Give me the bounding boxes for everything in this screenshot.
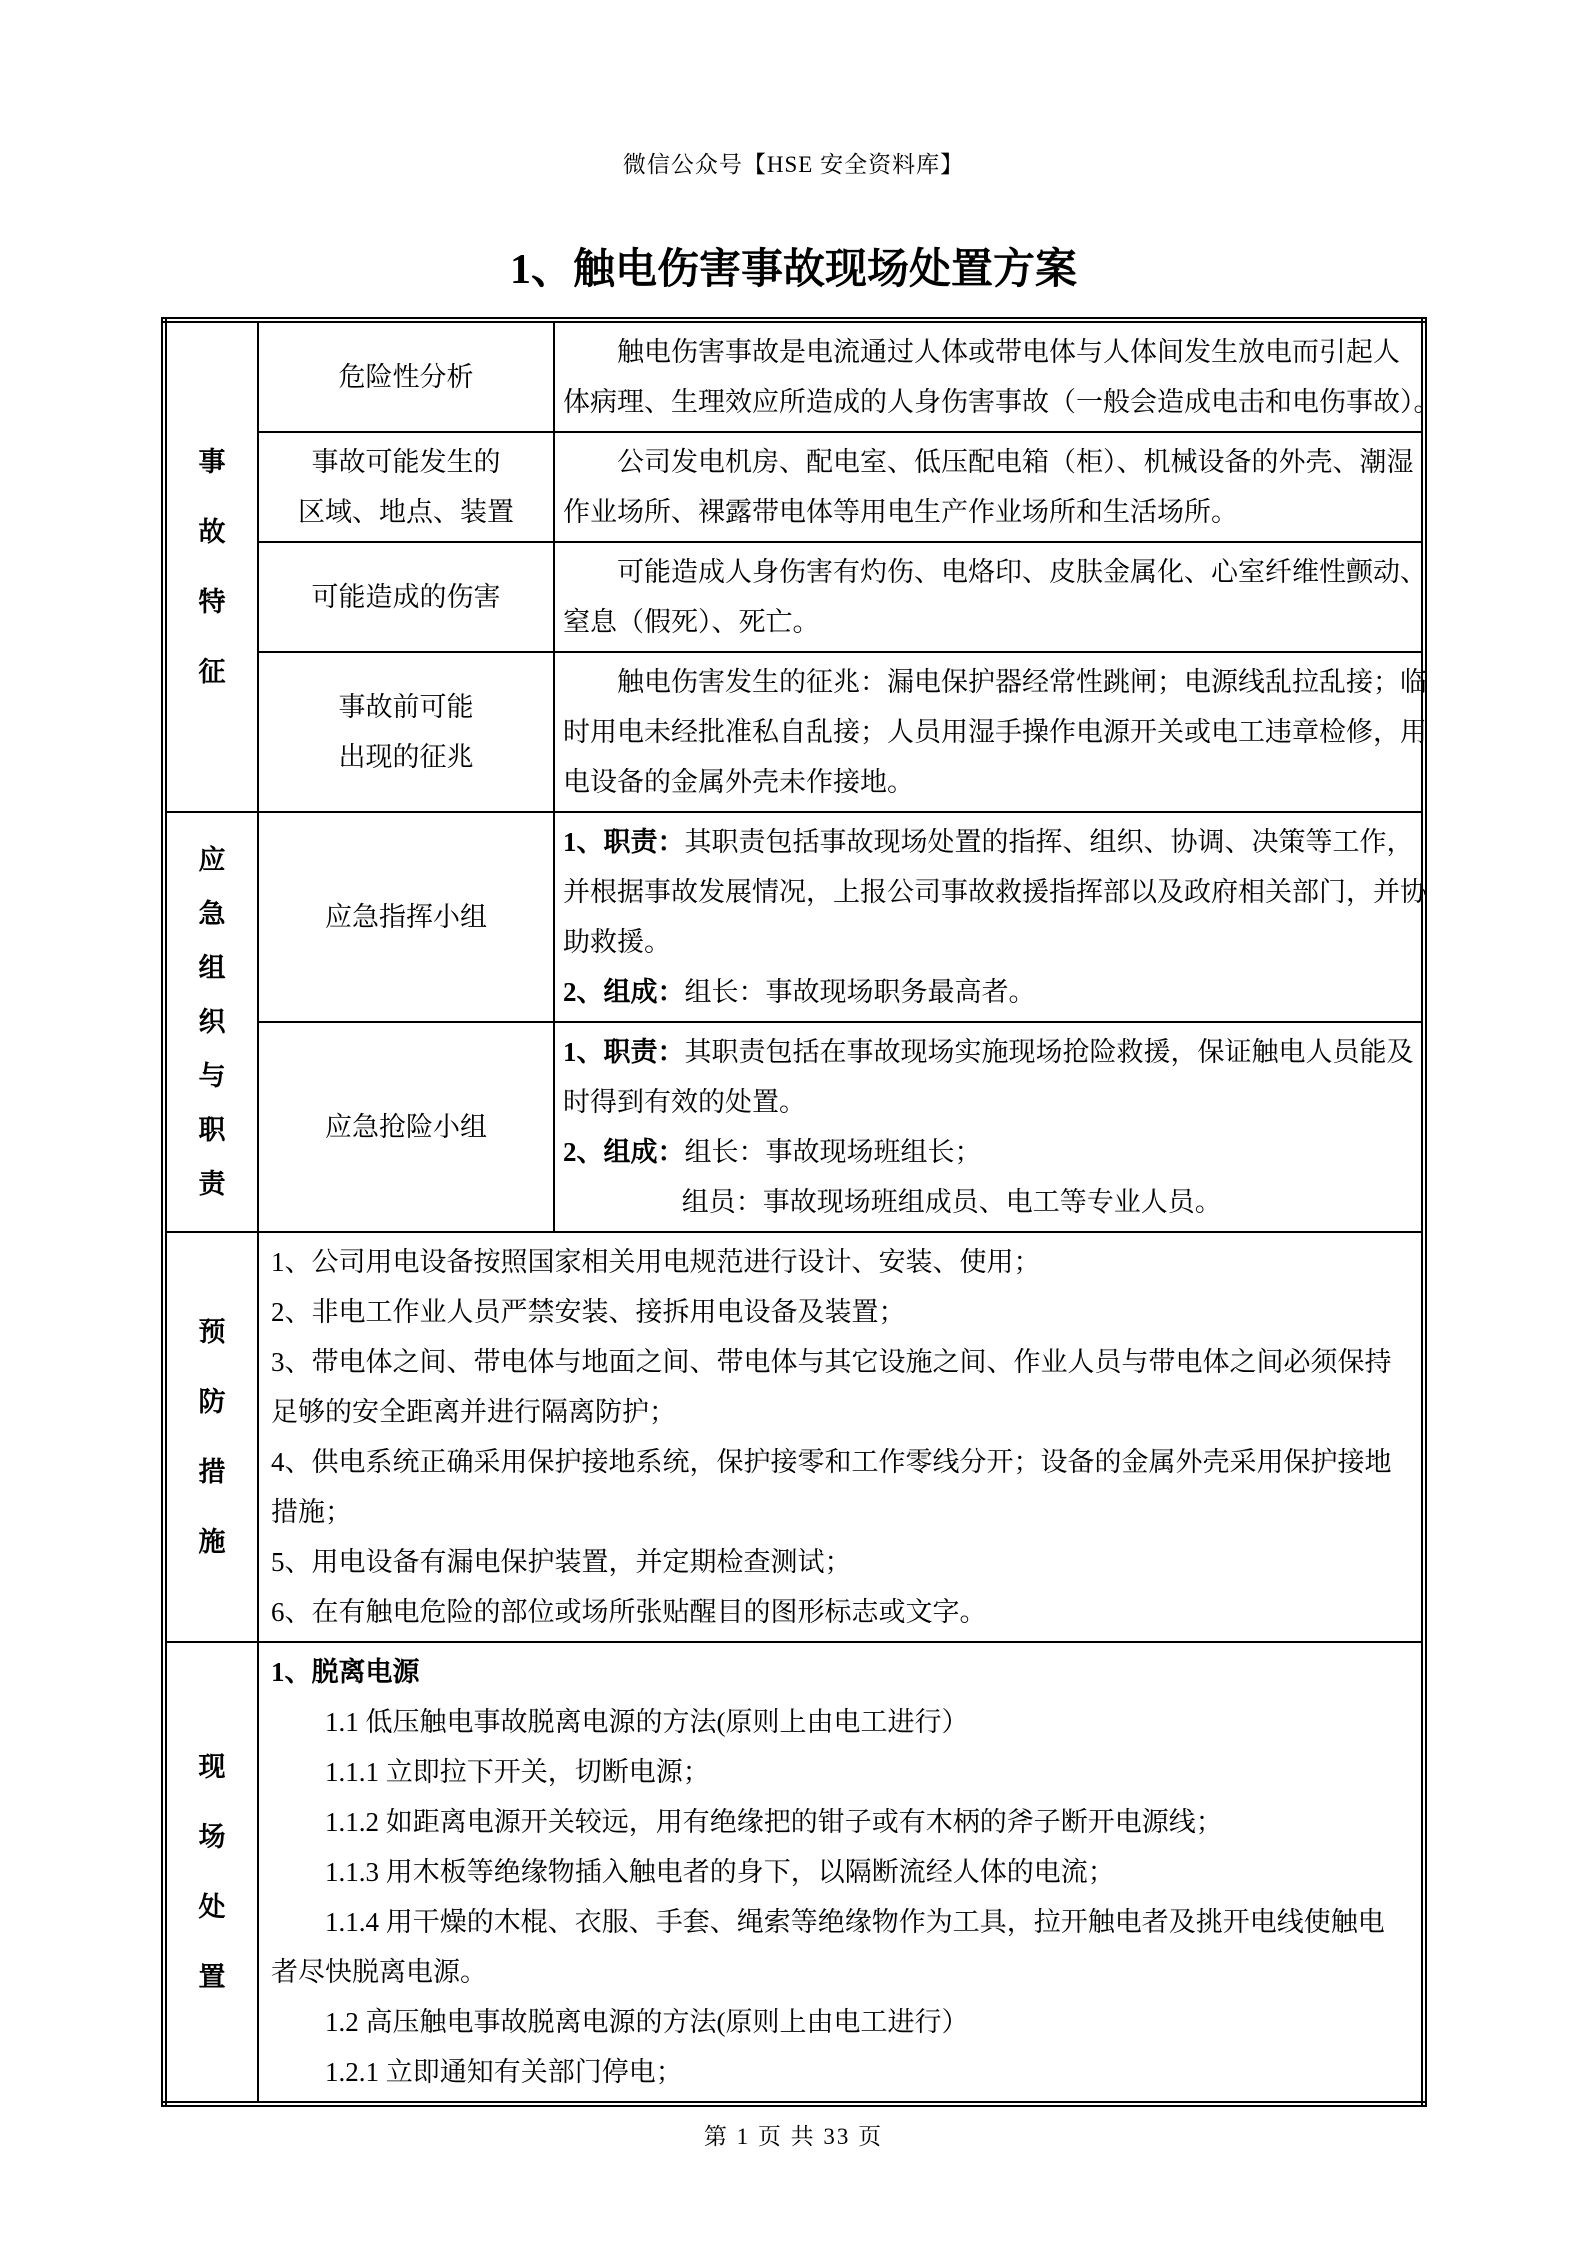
content-line: 2、组成：组长：事故现场职务最高者。	[563, 977, 1036, 1007]
content-line: 窒息（假死）、死亡。	[563, 607, 820, 637]
doc-header-watermark: 微信公众号【HSE 安全资料库】	[622, 152, 965, 177]
row-label-line: 可能造成的伤害	[311, 582, 501, 612]
section-label-char: 措	[198, 1457, 226, 1487]
row-label-line: 危险性分析	[338, 362, 474, 392]
content-line: 时得到有效的处置。	[563, 1087, 806, 1117]
row-label-line: 区域、地点、装置	[298, 497, 514, 527]
content-line: 1.1.1 立即拉下开关，切断电源；	[325, 1757, 710, 1787]
row-content	[554, 1022, 1424, 1232]
table-row	[164, 432, 1424, 542]
section-label-char: 置	[198, 1962, 226, 1992]
row-content	[554, 542, 1427, 652]
section-label-char: 防	[198, 1387, 226, 1417]
row-label	[258, 320, 554, 432]
section-label-char: 职	[198, 1115, 226, 1145]
content-line: 公司发电机房、配电室、低压配电箱（柜）、机械设备的外壳、潮湿	[617, 447, 1414, 477]
section-label-char: 织	[198, 1007, 226, 1037]
row-label	[258, 432, 554, 542]
section-label	[164, 1232, 258, 1642]
content-line: 者尽快脱离电源。	[271, 1957, 487, 1987]
row-label	[258, 1022, 554, 1232]
section-label-char: 场	[198, 1822, 226, 1852]
content-line: 作业场所、裸露带电体等用电生产作业场所和生活场所。	[563, 497, 1238, 527]
content-line: 触电伤害发生的征兆：漏电保护器经常性跳闸；电源线乱拉乱接；临	[617, 667, 1427, 697]
content-line: 助救援。	[563, 927, 671, 957]
content-line: 1.1 低压触电事故脱离电源的方法(原则上由电工进行）	[325, 1707, 969, 1737]
content-line: 5、用电设备有漏电保护装置，并定期检查测试；	[271, 1547, 852, 1577]
content-line: 足够的安全距离并进行隔离防护；	[271, 1397, 676, 1427]
section-label-char: 预	[198, 1317, 226, 1347]
page-number: 第 1 页 共 33 页	[703, 2124, 884, 2149]
section-label-char: 应	[198, 845, 226, 875]
section-label-char: 征	[198, 657, 226, 687]
content-line: 1.2.1 立即通知有关部门停电；	[325, 2057, 683, 2087]
content-line: 可能造成人身伤害有灼伤、电烙印、皮肤金属化、心室纤维性颤动、	[617, 557, 1427, 587]
section-label-char: 特	[198, 587, 226, 617]
content-line: 2、非电工作业人员严禁安装、接拆用电设备及装置；	[271, 1297, 906, 1327]
content-line: 1、公司用电设备按照国家相关用电规范进行设计、安装、使用；	[271, 1247, 1041, 1277]
content-line: 1、脱离电源	[271, 1657, 420, 1687]
content-line: 措施；	[271, 1497, 352, 1527]
content-line: 6、在有触电危险的部位或场所张贴醒目的图形标志或文字。	[271, 1597, 987, 1627]
row-label	[258, 652, 554, 812]
section-label-char: 现	[198, 1752, 226, 1782]
section-label-char: 组	[198, 953, 226, 983]
table-row	[164, 1232, 1424, 1642]
section-label	[164, 812, 258, 1232]
row-content	[258, 1232, 1424, 1642]
section-label-char: 处	[198, 1892, 226, 1922]
emergency-plan-table	[161, 317, 1441, 2107]
doc-title: 1、触电伤害事故现场处置方案	[509, 247, 1077, 293]
content-line: 体病理、生理效应所造成的人身伤害事故（一般会造成电击和电伤事故）。	[563, 387, 1441, 417]
section-label-char: 急	[198, 899, 226, 929]
content-line: 3、带电体之间、带电体与地面之间、带电体与其它设施之间、作业人员与带电体之间必须保持	[271, 1347, 1392, 1377]
row-label	[258, 542, 554, 652]
content-line: 1、职责：其职责包括在事故现场实施现场抢险救援，保证触电人员能及	[563, 1037, 1414, 1067]
content-line: 组员：事故现场班组成员、电工等专业人员。	[681, 1187, 1222, 1217]
section-label-char: 施	[198, 1527, 226, 1557]
row-label-line: 出现的征兆	[338, 742, 474, 772]
row-content	[554, 432, 1424, 542]
content-line: 并根据事故发展情况，上报公司事故救援指挥部以及政府相关部门，并协	[563, 877, 1427, 907]
content-line: 1.2 高压触电事故脱离电源的方法(原则上由电工进行）	[325, 2007, 969, 2037]
content-line: 2、组成：组长：事故现场班组长；	[563, 1137, 982, 1167]
content-line: 触电伤害事故是电流通过人体或带电体与人体间发生放电而引起人	[617, 337, 1400, 367]
table-row	[164, 320, 1424, 432]
table-row	[164, 812, 1424, 1022]
section-label-char: 责	[198, 1169, 226, 1199]
row-content	[258, 1642, 1424, 2104]
table-row	[164, 1022, 1424, 1232]
section-label-char: 与	[198, 1061, 226, 1091]
table-row	[164, 652, 1424, 812]
section-label	[164, 320, 258, 812]
section-label-char: 事	[198, 447, 226, 477]
row-content	[554, 812, 1427, 1022]
row-label-line: 应急指挥小组	[325, 902, 487, 932]
row-content	[554, 320, 1441, 432]
section-label	[164, 1642, 258, 2104]
row-content	[554, 652, 1427, 812]
content-line: 1、职责：其职责包括事故现场处置的指挥、组织、协调、决策等工作，	[563, 827, 1414, 857]
table-row	[164, 1642, 1424, 2104]
row-label-line: 应急抢险小组	[325, 1112, 487, 1142]
row-label-line: 事故可能发生的	[311, 447, 501, 477]
row-label-line: 事故前可能	[338, 692, 474, 722]
content-line: 1.1.4 用干燥的木棍、衣服、手套、绳索等绝缘物作为工具，拉开触电者及挑开电线使触电	[325, 1907, 1385, 1937]
table-row	[164, 542, 1424, 652]
content-line: 1.1.2 如距离电源开关较远，用有绝缘把的钳子或有木柄的斧子断开电源线；	[325, 1807, 1223, 1837]
section-label-char: 故	[198, 517, 226, 547]
content-line: 1.1.3 用木板等绝缘物插入触电者的身下，以隔断流经人体的电流；	[325, 1857, 1115, 1887]
content-line: 电设备的金属外壳未作接地。	[563, 767, 914, 797]
content-line: 4、供电系统正确采用保护接地系统，保护接零和工作零线分开；设备的金属外壳采用保护接地	[271, 1447, 1392, 1477]
content-line: 时用电未经批准私自乱接；人员用湿手操作电源开关或电工违章检修，用	[563, 717, 1427, 747]
row-label	[258, 812, 554, 1022]
